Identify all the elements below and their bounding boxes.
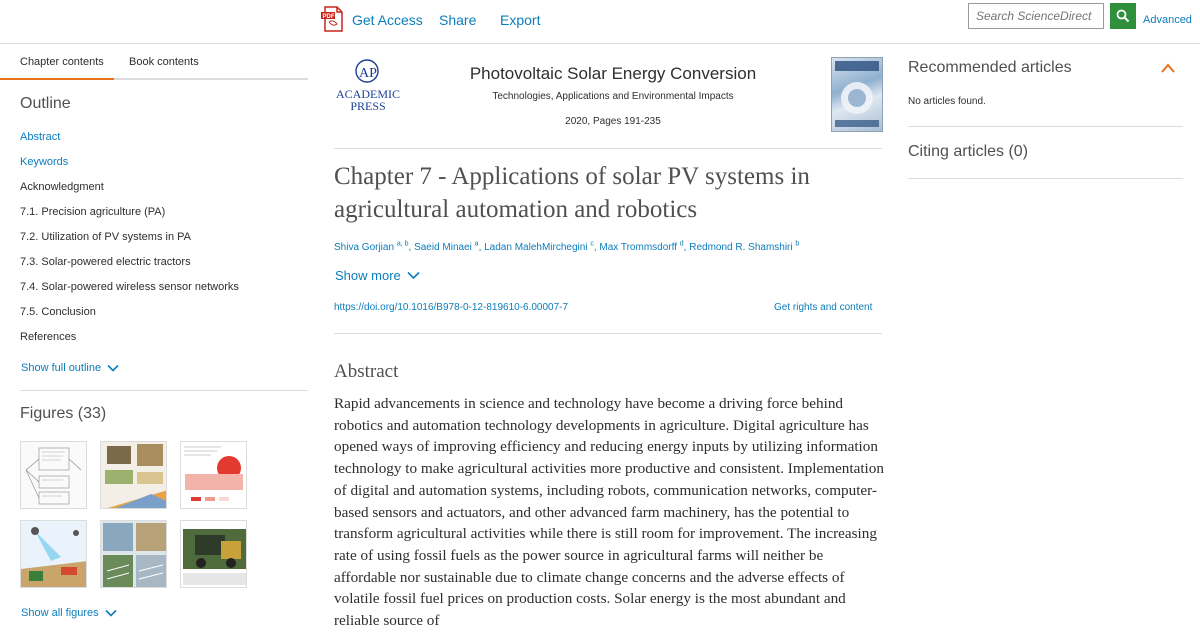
svg-text:AP: AP: [359, 66, 377, 81]
outline-item-keywords[interactable]: Keywords: [20, 156, 69, 168]
book-subtitle: Technologies, Applications and Environmental Impacts: [492, 91, 734, 102]
outline-item-abstract[interactable]: Abstract: [20, 131, 61, 143]
header-divider: [334, 148, 882, 149]
figure-thumbnail[interactable]: [100, 441, 167, 509]
author-link[interactable]: Redmond R. Shamshiri $^b$: [689, 240, 800, 253]
meta-divider: [334, 333, 882, 334]
show-all-figures-label: Show all figures: [21, 607, 99, 619]
sidebar-tabs: [0, 56, 308, 80]
chevron-down-icon: [407, 271, 420, 280]
figure-thumbnail[interactable]: [20, 441, 87, 509]
show-more-button[interactable]: [335, 268, 420, 283]
author-link[interactable]: Max Trommsdorff $^d$: [599, 240, 684, 253]
export-link[interactable]: Export: [500, 12, 541, 28]
no-articles-message: No articles found.: [908, 96, 986, 107]
right-divider: [908, 178, 1183, 179]
active-tab-indicator: [0, 78, 114, 80]
pdf-icon[interactable]: [320, 6, 346, 32]
figure-thumbnail[interactable]: [100, 520, 167, 588]
author-list: Shiva Gorjian $^{a, b}$, Saeid Minaei $^a$, Ladan MalehMirchegini $^c$, Max Trommsdorff $^d$, Redmond R. Shamshiri $^b$: [334, 240, 800, 253]
figure-thumbnail[interactable]: [180, 520, 247, 588]
share-link[interactable]: Share: [439, 12, 477, 28]
advanced-search-link[interactable]: Advanced: [1143, 14, 1192, 26]
figures-heading: Figures (33): [20, 405, 107, 422]
chevron-up-icon[interactable]: [1160, 62, 1176, 74]
tab-book-contents[interactable]: Book contents: [129, 56, 199, 68]
get-access-link[interactable]: Get Access: [352, 12, 423, 28]
book-pages: 2020, Pages 191-235: [565, 116, 661, 127]
show-more-label: Show more: [335, 268, 401, 283]
book-cover-image[interactable]: [831, 57, 883, 132]
publisher-name-line1: ACADEMIC: [335, 87, 401, 101]
outline-item-7-5[interactable]: 7.5. Conclusion: [20, 306, 96, 318]
author-link[interactable]: Ladan MalehMirchegini $^c$: [484, 240, 594, 253]
outline-item-references[interactable]: References: [20, 331, 77, 343]
abstract-text: Rapid advancements in science and technology have become a driving force behind robotics and automation technology developments in agriculture. Digital agriculture has opened ways of improving efficiency and reducing energy inputs by utilizing information technology to make agricultural activities more productive and consistent. Implementation of digital and automation systems, including robots, communication networks, computer-based sensors and actuators, and other advanced farm machinery, has the potential to transform agricultural activities while there is still room for improvement. The increasing rate of using fossil fuels as the power source in agricultural farms will neither be affordable nor sustainable due to climate change concerns and the adverse effects of volatile fossil fuel prices on production costs. Solar energy is the most abundant and reliable source of: [334, 395, 884, 630]
citing-articles-heading[interactable]: Citing articles (0): [908, 143, 1029, 160]
doi-link[interactable]: https://doi.org/10.1016/B978-0-12-819610-6.00007-7: [334, 302, 569, 313]
tab-chapter-contents[interactable]: Chapter contents: [20, 56, 104, 68]
get-rights-link[interactable]: Get rights and content: [774, 302, 873, 313]
search-input[interactable]: [968, 3, 1104, 29]
recommended-articles-heading[interactable]: Recommended articles: [908, 59, 1072, 76]
author-link[interactable]: Saeid Minaei $^a$: [414, 240, 479, 253]
top-bar: [0, 0, 1200, 44]
outline-item-7-1[interactable]: 7.1. Precision agriculture (PA): [20, 206, 166, 218]
outline-item-7-4[interactable]: 7.4. Solar-powered wireless sensor networks: [20, 281, 239, 293]
abstract-heading: Abstract: [334, 361, 399, 382]
chevron-down-icon: [105, 609, 117, 617]
outline-item-acknowledgment[interactable]: Acknowledgment: [20, 181, 104, 193]
right-divider: [908, 126, 1183, 127]
academic-press-logo[interactable]: [334, 58, 402, 118]
figure-thumbnail[interactable]: [180, 441, 247, 509]
show-full-outline-link[interactable]: [21, 362, 119, 374]
outline-item-7-2[interactable]: 7.2. Utilization of PV systems in PA: [20, 231, 191, 243]
outline-heading: Outline: [20, 95, 71, 112]
publisher-name-line2: PRESS: [350, 99, 386, 113]
search-button[interactable]: [1110, 3, 1136, 29]
outline-list: [20, 131, 239, 356]
show-full-outline-label: Show full outline: [21, 362, 102, 374]
search-icon: [1116, 9, 1130, 23]
figure-thumbnail[interactable]: [20, 520, 87, 588]
show-all-figures-link[interactable]: [21, 607, 117, 619]
chevron-down-icon: [107, 364, 119, 372]
author-link[interactable]: Shiva Gorjian $^{a, b}$: [334, 240, 409, 253]
outline-item-7-3[interactable]: 7.3. Solar-powered electric tractors: [20, 256, 191, 268]
svg-text:PDF: PDF: [322, 13, 335, 20]
sidebar-divider: [20, 390, 308, 391]
book-title[interactable]: Photovoltaic Solar Energy Conversion: [469, 64, 757, 83]
chapter-title: Chapter 7 - Applications of solar PV systems in agricultural automation and robotics: [334, 163, 810, 223]
